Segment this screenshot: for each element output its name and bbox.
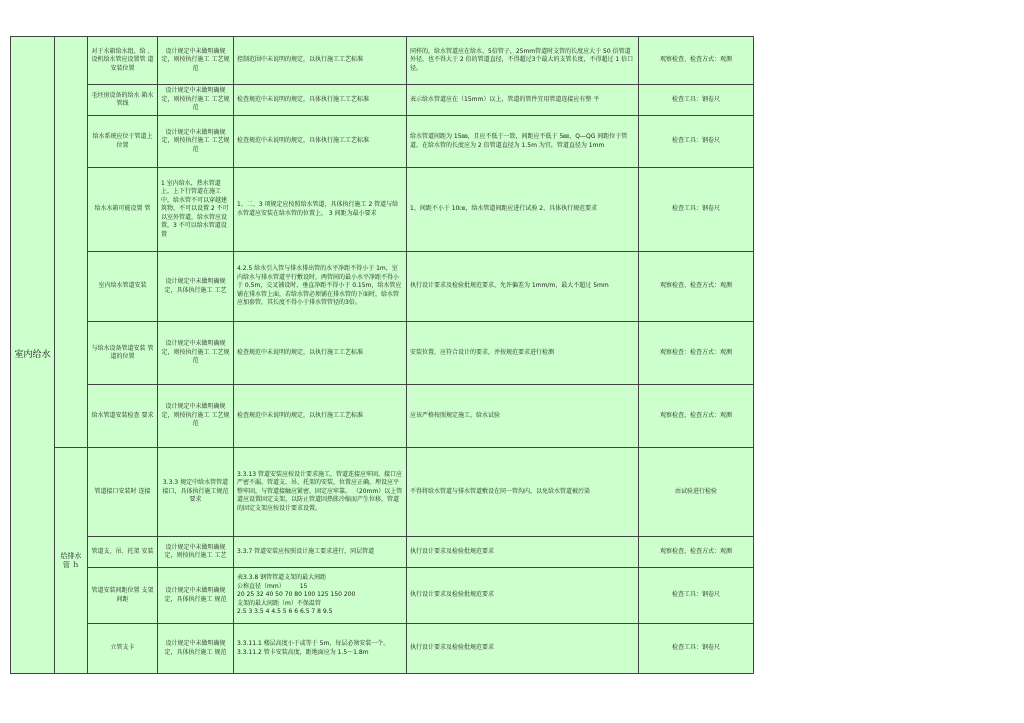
standard-cell: 1、二、3 项规定应按照给水管道，具体执行施工 2 管道与给水管道应安装在给水管的位置上， 3 间距为最小要求 — [234, 168, 407, 252]
section-label: 室内给水 — [11, 37, 55, 674]
method-cell: 检查工具：钢卷尺 — [639, 624, 754, 674]
deviation-cell: 执行设计要求及检验批规范要求，允许偏差为 1mm/m，最大不超过 5mm — [407, 252, 639, 322]
item-cell: 管道支、吊、托架 安装 — [88, 537, 158, 568]
item-cell: 对于水箱给水组、给 、设机给水管应设置管 道安装位置 — [88, 37, 158, 85]
item-cell: 管道安装间距位置 支架间距 — [88, 568, 158, 624]
deviation-cell: 执行设计要求及检验批规范要求 — [407, 624, 639, 674]
item-cell: 给水管道安装检查 要求 — [88, 385, 158, 448]
deviation-cell: 给水管道间距为 15㎜，且应不低于一致，间距应不低于 5㎜，Q—QG 间距位于管道，在给水管的长度应为 2 倍管道直径为 1.5m 为宜，管道直径为 1mm — [407, 116, 639, 168]
requirement-cell: 设计规定中未做明确规定，具体执行施工 规范 — [158, 568, 234, 624]
standard-cell: 检查规范中未说明的规定，具体执行施工工艺标准 — [234, 85, 407, 116]
table-row — [11, 568, 754, 624]
standard-cell: 表3.3.8 钢管管道支架的最大间距 公称直径（mm） 15 20 25 32 40 50 70 80 100 125 150 200 支架的最大间距（m）不保温管 2.5 3 3.5 4 4.5 5 6 6 6.5 7 8 9.5 — [234, 568, 407, 624]
item-cell: 给水水箱可能设置 管 — [88, 168, 158, 252]
requirement-cell: 1 室内给水，热水管道上，上下行管道在施工 中，给水管不可以穿越建筑物，不可以设置 2 不可以室外管道，给水管应设置，3 不可以给水管道设置 — [158, 168, 234, 252]
deviation-cell: 执行设计要求及检验批规范要求 — [407, 568, 639, 624]
requirement-cell: 设计规定中未做明确规定，具体执行施工 工艺 — [158, 252, 234, 322]
table-row — [11, 168, 754, 252]
requirement-cell: 设计规定中未做明确规定，则按执行施工 工艺规范 — [158, 322, 234, 385]
standard-cell: 4.2.5 给水引入管与排水排出管的水平净距不得小于 1m，室内给水与排水管道平行敷设时，两管间的最小水平净距不得小于 0.5m，交叉铺设时，垂直净距不得小于 0.15m，给水管应铺在排水管上面，若给水管必须铺在排水管的下面时，给水管应加套管，其长度不得小于排水管管径的3倍。 — [234, 252, 407, 322]
deviation-cell: 不得将给水管道与排水管道敷设在同一管沟内，以免给水管道被污染 — [407, 448, 639, 537]
method-cell: 检查工具：钢卷尺 — [639, 168, 754, 252]
standard-cell: 检查规范中未说明的规定，具体执行施工工艺标准 — [234, 116, 407, 168]
group-label — [55, 37, 88, 448]
requirement-cell: 设计规定中未做明确规定，则按执行施工 工艺规范 — [158, 85, 234, 116]
table-row — [11, 448, 754, 537]
requirement-cell: 3.3.3 规定中给水管管道接口，具体执行施工规范要求 — [158, 448, 234, 537]
item-cell: 室内给水管道安装 — [88, 252, 158, 322]
table-row — [11, 385, 754, 448]
standard-cell: 3.3.13 管道安装应按设计要求施工，管道连接应牢固，接口应严密不漏。管道支、吊、托架的安装，位置应正确，埋设应平整牢固，与管道接触应紧密，固定应牢靠。 （20mm）以上管道应设置固定支架，以防止管道因热胀冷缩而产生位移，管道的固定支架应按设计要求设置。 — [234, 448, 407, 537]
deviation-cell: 应该严格按照规定施工，给水试验 — [407, 385, 639, 448]
deviation-cell: 表示给水管道应在（15mm）以上，管道的管件宜用管道连接应有整 平 — [407, 85, 639, 116]
method-cell: 观察检查、检查方式：观测 — [639, 385, 754, 448]
method-cell: 检查工具：钢卷尺 — [639, 85, 754, 116]
standard-cell: 检查规范中未说明的规定，以执行施工工艺标准 — [234, 385, 407, 448]
method-cell: 观察检查：检查方式：观测 — [639, 322, 754, 385]
table-body — [11, 37, 754, 674]
method-cell: 观察检查、检查方式：观测 — [639, 252, 754, 322]
method-cell: 观察检查、检查方式：观测 — [639, 537, 754, 568]
table-row — [11, 116, 754, 168]
method-cell: 检查工具：钢卷尺 — [639, 116, 754, 168]
table-row — [11, 85, 754, 116]
requirement-cell: 设计规定中未做明确规定，则按执行施工 工艺规范 — [158, 385, 234, 448]
deviation-cell: 同样的，给水管道应在给水、5倍管子，25mm管道时支管的长度应大于 50 倍管道外径，也不得大于 2 倍的管道直径，不得超过3个最大的支管长度，不得超过 1 倍口径。 — [407, 37, 639, 85]
inspection-table — [10, 36, 754, 674]
table-row — [11, 322, 754, 385]
table-row — [11, 252, 754, 322]
item-cell: 与给水设备管道安装 管道的位置 — [88, 322, 158, 385]
method-cell: 由试验进行检验 — [639, 448, 754, 537]
item-cell: 毛坯房设备的给水 箱水管线 — [88, 85, 158, 116]
method-cell: 检查工具：钢卷尺 — [639, 568, 754, 624]
method-cell: 观察检查、检查方式：观测 — [639, 37, 754, 85]
standard-cell: 3.3.11.1 楼层高度小于或等于 5m，每层必须安装一个。 3.3.11.2 管卡安装高度，距地面应为 1.5～1.8m — [234, 624, 407, 674]
deviation-cell: 1、间距不小于 10㎝，给水管道间距应进行试验 2、具体执行规范要求 — [407, 168, 639, 252]
table-row — [11, 624, 754, 674]
requirement-cell: 设计规定中未做明确规定，则按执行施工 工艺 — [158, 537, 234, 568]
deviation-cell: 安装位置，应符合设计的要求，并按规范要求进行检测 — [407, 322, 639, 385]
item-cell: 给水系统应位于管道上 位置 — [88, 116, 158, 168]
item-cell: 立管支卡 — [88, 624, 158, 674]
subgroup-label: 给排水管 ｈ — [55, 448, 88, 674]
requirement-cell: 设计规定中未做明确规定，则按执行施工 工艺规范 — [158, 37, 234, 85]
requirement-cell: 设计规定中未做明确规定，具体执行施工 规范 — [158, 624, 234, 674]
standard-cell: 检查规范中未说明的规定，以执行施工工艺标准 — [234, 322, 407, 385]
item-cell: 管道接口安装时 连接 — [88, 448, 158, 537]
requirement-cell: 设计规定中未做明确规定，则按执行施工 工艺规范 — [158, 116, 234, 168]
table-row — [11, 537, 754, 568]
standard-cell: 控制范围中未说明的规定，以执行施工工艺标准 — [234, 37, 407, 85]
table-row — [11, 37, 754, 85]
deviation-cell: 执行设计要求及检验批规范要求 — [407, 537, 639, 568]
standard-cell: 3.3.7 管道安装应按照设计施工要求进行，同层管道 — [234, 537, 407, 568]
